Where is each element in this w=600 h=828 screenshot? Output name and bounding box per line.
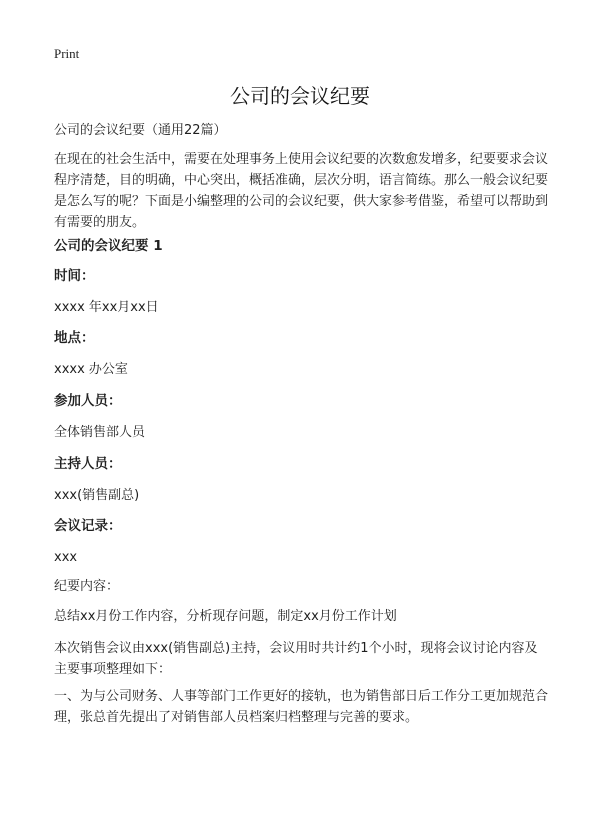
place-value: xxxx 办公室 xyxy=(54,362,128,377)
attendees-value: 全体销售部人员 xyxy=(54,425,146,440)
host-value: xxx(销售副总) xyxy=(54,488,140,503)
document-subtitle: 公司的会议纪要（通用22篇） xyxy=(54,123,227,138)
attendees-label: 参加人员： xyxy=(54,393,122,409)
intro-paragraph: 在现在的社会生活中，需要在处理事务上使用会议纪要的次数愈发增多，纪要要求会议程序清楚，目的明确，中心突出，概括准确，层次分明，语言简练。那么一般会议纪要是怎么写的呢？下面是小编整理的公司的会议纪要，供大家参考借鉴，希望可以帮助到有需要的朋友。 xyxy=(54,152,549,230)
document-title: 公司的会议纪要 xyxy=(230,84,370,108)
place-label: 地点： xyxy=(54,330,95,346)
record-label: 会议记录： xyxy=(54,518,122,534)
summary-line: 总结xx月份工作内容，分析现存问题，制定xx月份工作计划 xyxy=(54,609,397,624)
summary-label: 纪要内容： xyxy=(54,579,120,594)
record-value: xxx xyxy=(54,550,78,565)
host-label: 主持人员： xyxy=(54,456,122,472)
print-link[interactable]: Print xyxy=(54,46,80,61)
item-one-paragraph: 一、为与公司财务、人事等部门工作更好的接轨，也为销售部日后工作分工更加规范合理，张总首先提出了对销售部人员档案归档整理与完善的要求。 xyxy=(54,689,549,725)
meeting-paragraph: 本次销售会议由xxx(销售副总)主持，会议用时共计约1个小时，现将会议讨论内容及主要事项整理如下： xyxy=(54,641,538,677)
time-label: 时间： xyxy=(54,268,95,284)
time-value: xxxx 年xx月xx日 xyxy=(54,300,159,315)
section-title: 公司的会议纪要 1 xyxy=(54,238,163,254)
